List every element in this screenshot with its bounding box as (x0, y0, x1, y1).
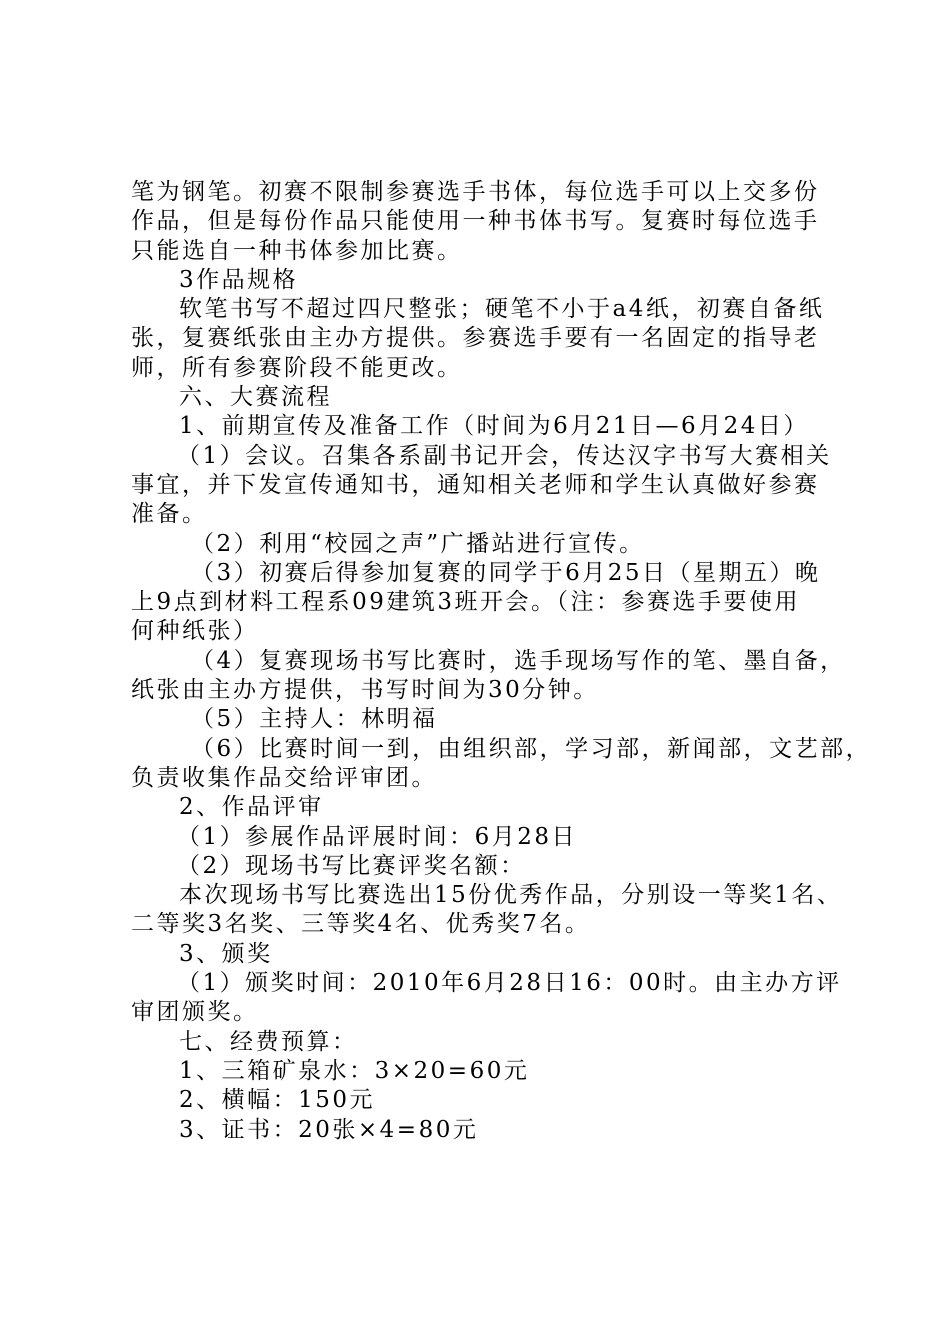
text-line: 纸张由主办方提供，书写时间为30分钟。 (131, 677, 599, 704)
text-line: （1）会议。召集各系副书记开会，传达汉字书写大赛相关 (177, 442, 832, 469)
text-line: （1）参展作品评展时间：6月28日 (177, 823, 578, 850)
text-line: 作品，但是每份作品只能使用一种书体书写。复赛时每位选手 (131, 208, 820, 235)
text-line: 何种纸张） (131, 618, 259, 645)
text-line: 软笔书写不超过四尺整张；硬笔不小于a4纸，初赛自备纸 (179, 296, 825, 323)
text-line: 2、作品评审 (179, 794, 324, 821)
text-line: （6）比赛时间一到，由组织部，学习部，新闻部，文艺部， (191, 735, 872, 762)
text-line: 二等奖3名奖、三等奖4名、优秀奖7名。 (131, 911, 591, 938)
text-line: 只能选自一种书体参加比赛。 (131, 237, 463, 264)
text-line: 1、前期宣传及准备工作（时间为6月21日—6月24日） (179, 413, 809, 440)
text-line: 事宜，并下发宣传通知书，通知相关老师和学生认真做好参赛 (131, 471, 820, 498)
text-line: （1）颁奖时间：2010年6月28日16：00时。由主办方评 (177, 970, 842, 997)
text-line: 本次现场书写比赛选出15份优秀作品，分别设一等奖1名、 (179, 882, 843, 909)
text-line: 3、证书：20张×4=80元 (179, 1116, 479, 1143)
text-line: （2）现场书写比赛评奖名额： (177, 852, 526, 879)
text-line: （3）初赛后得参加复赛的同学于6月25日（星期五）晚 (191, 559, 821, 586)
text-line: （2）利用“校园之声”广播站进行宣传。 (191, 530, 645, 557)
text-line: 笔为钢笔。初赛不限制参赛选手书体，每位选手可以上交多份 (131, 179, 820, 205)
text-line: 3作品规格 (179, 266, 299, 293)
text-line: 六、大赛流程 (179, 384, 332, 411)
text-line: 审团颁奖。 (131, 999, 259, 1026)
document-body (131, 178, 872, 1145)
text-line: 师，所有参赛阶段不能更改。 (131, 354, 463, 381)
text-line: 七、经费预算： (179, 1028, 358, 1055)
text-line: 1、三箱矿泉水：3×20=60元 (179, 1057, 530, 1084)
text-line: 负责收集作品交给评审团。 (131, 764, 437, 791)
text-line: 准备。 (131, 501, 208, 528)
text-line: （4）复赛现场书写比赛时，选手现场写作的笔、墨自备， (191, 647, 846, 674)
text-line: 上9点到材料工程系09建筑3班开会。（注：参赛选手要使用 (131, 589, 801, 616)
text-line: 张，复赛纸张由主办方提供。参赛选手要有一名固定的指导老 (131, 325, 820, 352)
text-line: 3、颁奖 (179, 940, 273, 967)
text-line: 2、横幅：150元 (179, 1087, 376, 1114)
text-line: （5）主持人：林明福 (191, 706, 438, 733)
